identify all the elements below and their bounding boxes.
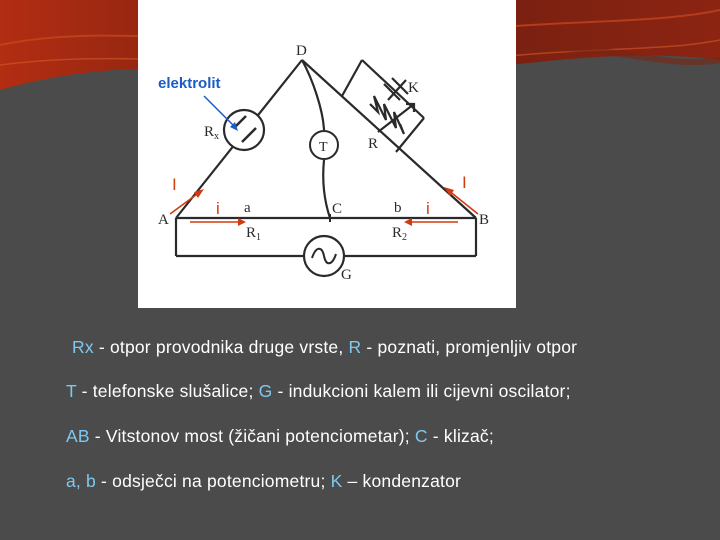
rx-cell-icon — [224, 110, 264, 150]
caption-key: K — [330, 471, 343, 491]
label-r2: $R_2$ — [392, 225, 408, 243]
capacitor-icon — [384, 78, 408, 100]
current-label-left: I — [172, 175, 177, 194]
generator-icon — [304, 236, 344, 276]
label-t: T — [319, 140, 328, 155]
label-r1: $R_1$ — [246, 225, 262, 243]
caption-text: – kondenzator — [342, 471, 462, 491]
label-seg-b: b — [394, 200, 402, 216]
caption-text: - Vitstonov most (žičani potenciometar); — [89, 426, 415, 446]
label-a: A — [158, 212, 169, 228]
caption-line-2 — [66, 381, 571, 402]
label-c: C — [332, 201, 343, 217]
label-b: B — [479, 212, 490, 228]
caption-key: a, b — [66, 471, 96, 491]
caption-text: - poznati, promjenljiv otpor — [361, 337, 578, 357]
branch-current-left: i — [216, 199, 220, 218]
caption-key: R — [348, 337, 362, 357]
circuit-figure — [138, 0, 516, 308]
caption-line-4 — [66, 471, 461, 492]
caption-line-3 — [66, 426, 494, 447]
label-d: D — [296, 43, 307, 59]
caption-text: - telefonske slušalice; — [76, 381, 259, 401]
label-rx: $R_x$ — [204, 124, 220, 142]
label-r: R — [368, 136, 379, 152]
caption-key: G — [258, 381, 273, 401]
caption-key: AB — [66, 426, 90, 446]
caption-line-1 — [72, 337, 577, 358]
caption-text: - otpor provodnika druge vrste, — [93, 337, 349, 357]
caption-text: - odsječci na potenciometru; — [96, 471, 331, 491]
caption-key: T — [66, 381, 77, 401]
label-g: G — [341, 267, 352, 283]
caption-key: C — [414, 426, 428, 446]
caption-text: - klizač; — [427, 426, 494, 446]
caption-text: - indukcioni kalem ili cijevni oscilator; — [272, 381, 571, 401]
label-seg-a: a — [244, 200, 251, 216]
branch-current-right: i — [426, 199, 430, 218]
current-label-right: I — [462, 173, 467, 192]
caption-key: Rx — [72, 337, 94, 357]
electrolyte-label: elektrolit — [158, 75, 221, 92]
label-k: K — [408, 80, 419, 96]
